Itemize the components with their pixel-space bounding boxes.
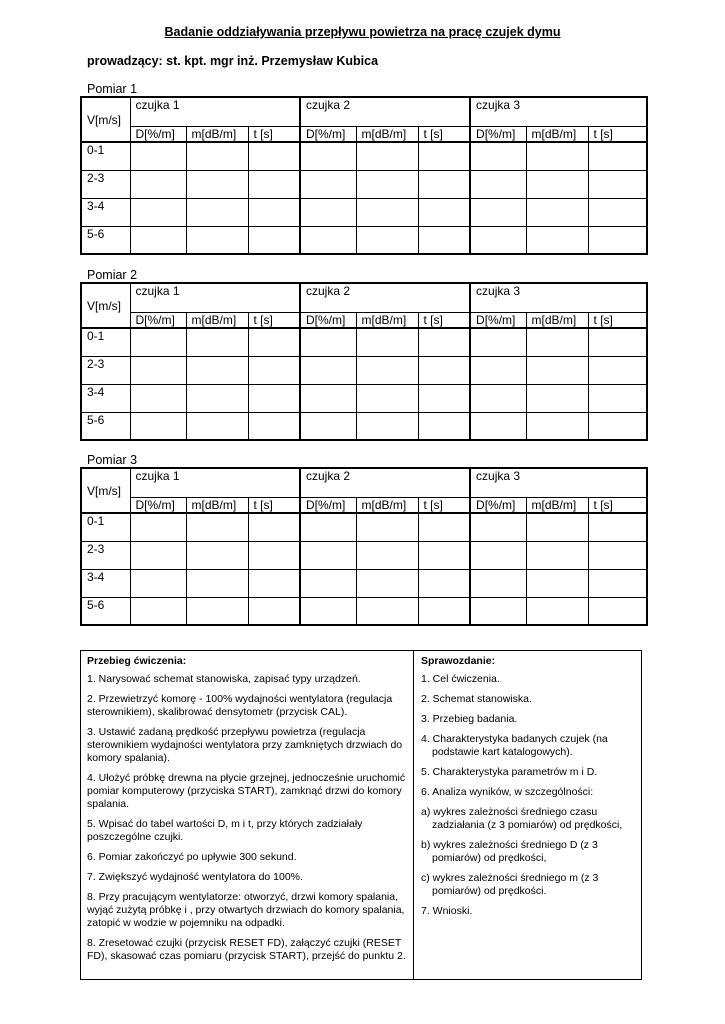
velocity-range: 2-3 <box>81 541 130 569</box>
data-cell[interactable] <box>588 597 647 625</box>
data-cell[interactable] <box>418 412 470 440</box>
data-cell[interactable] <box>588 384 647 412</box>
data-cell[interactable] <box>356 170 418 198</box>
supervisor-line: prowadzący: st. kpt. mgr inż. Przemysław Kubica <box>87 54 379 68</box>
data-cell[interactable] <box>248 384 300 412</box>
data-cell[interactable] <box>356 142 418 170</box>
data-cell[interactable] <box>470 226 526 254</box>
report-item: a) wykres zależności średniego czasu zadziałania (z 3 pomiarów) od prędkości, <box>421 806 623 831</box>
subcolumn-header: t [s] <box>588 312 647 328</box>
measurement-table <box>80 96 648 255</box>
velocity-header: V[m/s] <box>81 468 130 513</box>
report-item: 6. Analiza wyników, w szczególności: <box>421 786 594 798</box>
data-cell[interactable] <box>186 384 248 412</box>
report-item: 3. Przebieg badania. <box>421 713 518 725</box>
sensor-header: czujka 2 <box>300 97 470 126</box>
data-cell[interactable] <box>470 412 526 440</box>
velocity-header: V[m/s] <box>81 283 130 328</box>
data-cell[interactable] <box>418 597 470 625</box>
report-item: b) wykres zależności średniego D (z 3 pomiarów) od prędkości, <box>421 839 598 864</box>
procedure-step: 8. Przy pracującym wentylatorze: otworzyć, drzwi komory spalania, wyjąć zużytą próbkę i , przy otwartych drzwiach do komory spalania, zatopić w wodzie w pojemniku na odpadki. <box>87 891 405 929</box>
data-cell[interactable] <box>418 569 470 597</box>
velocity-range: 5-6 <box>81 226 130 254</box>
table-row <box>81 513 647 541</box>
table-row <box>81 412 647 440</box>
sensor-header: czujka 2 <box>300 283 470 312</box>
data-cell[interactable] <box>186 142 248 170</box>
report-item: 7. Wnioski. <box>421 905 473 917</box>
sensor-header: czujka 3 <box>470 283 647 312</box>
table-row <box>81 569 647 597</box>
data-cell[interactable] <box>186 170 248 198</box>
data-cell[interactable] <box>588 541 647 569</box>
table-row <box>81 541 647 569</box>
subcolumn-header: t [s] <box>418 312 470 328</box>
data-cell[interactable] <box>300 569 356 597</box>
data-cell[interactable] <box>356 513 418 541</box>
data-cell[interactable] <box>526 569 588 597</box>
data-cell[interactable] <box>356 412 418 440</box>
data-cell[interactable] <box>248 541 300 569</box>
subcolumn-header: t [s] <box>418 126 470 142</box>
data-cell[interactable] <box>186 597 248 625</box>
data-cell[interactable] <box>526 356 588 384</box>
report-item: 5. Charakterystyka parametrów m i D. <box>421 766 598 778</box>
subcolumn-header: t [s] <box>418 497 470 513</box>
data-cell[interactable] <box>418 142 470 170</box>
velocity-range: 3-4 <box>81 384 130 412</box>
data-cell[interactable] <box>588 142 647 170</box>
procedure-step: 7. Zwiększyć wydajność wentylatora do 100%. <box>87 871 303 883</box>
subcolumn-header: t [s] <box>588 126 647 142</box>
data-cell[interactable] <box>130 384 186 412</box>
velocity-range: 2-3 <box>81 170 130 198</box>
subcolumn-header: D[%/m] <box>300 497 356 513</box>
data-cell[interactable] <box>248 356 300 384</box>
sensor-header: czujka 2 <box>300 468 470 497</box>
velocity-range: 5-6 <box>81 597 130 625</box>
velocity-range: 5-6 <box>81 412 130 440</box>
data-cell[interactable] <box>588 356 647 384</box>
velocity-header: V[m/s] <box>81 97 130 142</box>
data-cell[interactable] <box>418 198 470 226</box>
velocity-range: 3-4 <box>81 569 130 597</box>
data-cell[interactable] <box>470 356 526 384</box>
data-cell[interactable] <box>418 226 470 254</box>
data-cell[interactable] <box>248 142 300 170</box>
report-item: 4. Charakterystyka badanych czujek (na podstawie kart katalogowych). <box>421 733 608 758</box>
subcolumn-header: t [s] <box>588 497 647 513</box>
data-cell[interactable] <box>588 328 647 356</box>
procedure-step: 3. Ustawić zadaną prędkość przepływu powietrza (regulacja sterownikiem wydajności wentylatora przy zamkniętych drzwiach do komory spalania). <box>87 726 403 764</box>
subcolumn-header: D[%/m] <box>470 497 526 513</box>
data-cell[interactable] <box>130 513 186 541</box>
sensor-header: czujka 3 <box>470 468 647 497</box>
table-row <box>81 170 647 198</box>
data-cell[interactable] <box>300 597 356 625</box>
data-cell[interactable] <box>588 513 647 541</box>
data-cell[interactable] <box>526 412 588 440</box>
subcolumn-header: D[%/m] <box>130 497 186 513</box>
data-cell[interactable] <box>526 142 588 170</box>
data-cell[interactable] <box>356 226 418 254</box>
report-item: 2. Schemat stanowiska. <box>421 693 532 705</box>
subcolumn-header: D[%/m] <box>300 312 356 328</box>
data-cell[interactable] <box>130 142 186 170</box>
procedure-step: 4. Ułożyć próbkę drewna na płycie grzejnej, jednocześnie uruchomić pomiar komputerowy (przyciska START), zamknąć drzwi do komory spalania. <box>87 772 406 810</box>
subcolumn-header: t [s] <box>248 312 300 328</box>
data-cell[interactable] <box>356 328 418 356</box>
data-cell[interactable] <box>300 328 356 356</box>
data-cell[interactable] <box>526 170 588 198</box>
data-cell[interactable] <box>470 541 526 569</box>
table-row <box>81 198 647 226</box>
table-row <box>81 328 647 356</box>
data-cell[interactable] <box>526 384 588 412</box>
data-cell[interactable] <box>186 328 248 356</box>
subcolumn-header: m[dB/m] <box>186 312 248 328</box>
data-cell[interactable] <box>130 569 186 597</box>
subcolumn-header: D[%/m] <box>470 126 526 142</box>
data-cell[interactable] <box>300 198 356 226</box>
data-cell[interactable] <box>130 356 186 384</box>
report-item: 1. Cel ćwiczenia. <box>421 673 500 685</box>
report-item: c) wykres zależności średniego m (z 3 pomiarów) od prędkości. <box>421 872 599 897</box>
data-cell[interactable] <box>418 384 470 412</box>
procedure-step: 8. Zresetować czujki (przycisk RESET FD), załączyć czujki (RESET FD), skasować czas pomiaru (przycisk START), przejść do punktu 2. <box>87 937 406 962</box>
data-cell[interactable] <box>418 541 470 569</box>
data-cell[interactable] <box>526 597 588 625</box>
data-cell[interactable] <box>248 597 300 625</box>
velocity-range: 0-1 <box>81 513 130 541</box>
procedure-column <box>81 651 414 979</box>
data-cell[interactable] <box>130 198 186 226</box>
data-cell[interactable] <box>588 170 647 198</box>
data-cell[interactable] <box>526 226 588 254</box>
velocity-range: 2-3 <box>81 356 130 384</box>
data-cell[interactable] <box>248 412 300 440</box>
data-cell[interactable] <box>356 356 418 384</box>
table-row <box>81 597 647 625</box>
subcolumn-header: D[%/m] <box>470 312 526 328</box>
data-cell[interactable] <box>356 541 418 569</box>
data-cell[interactable] <box>526 198 588 226</box>
data-cell[interactable] <box>248 226 300 254</box>
table-row <box>81 226 647 254</box>
subcolumn-header: D[%/m] <box>130 312 186 328</box>
data-cell[interactable] <box>130 412 186 440</box>
data-cell[interactable] <box>470 198 526 226</box>
data-cell[interactable] <box>356 597 418 625</box>
data-cell[interactable] <box>588 226 647 254</box>
data-cell[interactable] <box>588 412 647 440</box>
procedure-step: 6. Pomiar zakończyć po upływie 300 sekund. <box>87 851 297 863</box>
table-row <box>81 384 647 412</box>
data-cell[interactable] <box>186 569 248 597</box>
data-cell[interactable] <box>300 226 356 254</box>
subcolumn-header: m[dB/m] <box>526 497 588 513</box>
data-cell[interactable] <box>248 513 300 541</box>
data-cell[interactable] <box>186 226 248 254</box>
data-cell[interactable] <box>356 384 418 412</box>
procedure-step: 5. Wpisać do tabel wartości D, m i t, przy których zadziałały poszczególne czujki. <box>87 818 363 843</box>
data-cell[interactable] <box>300 142 356 170</box>
data-cell[interactable] <box>470 597 526 625</box>
data-cell[interactable] <box>470 328 526 356</box>
data-cell[interactable] <box>186 513 248 541</box>
data-cell[interactable] <box>130 226 186 254</box>
report-column <box>415 651 641 979</box>
data-cell[interactable] <box>470 513 526 541</box>
sensor-header: czujka 3 <box>470 97 647 126</box>
data-cell[interactable] <box>418 356 470 384</box>
measurement-table <box>80 282 648 441</box>
data-cell[interactable] <box>130 170 186 198</box>
subcolumn-header: m[dB/m] <box>356 126 418 142</box>
sensor-header: czujka 1 <box>130 97 300 126</box>
data-cell[interactable] <box>300 541 356 569</box>
subcolumn-header: m[dB/m] <box>526 312 588 328</box>
subcolumn-header: m[dB/m] <box>356 312 418 328</box>
data-cell[interactable] <box>186 541 248 569</box>
data-cell[interactable] <box>248 198 300 226</box>
subcolumn-header: m[dB/m] <box>526 126 588 142</box>
data-cell[interactable] <box>470 142 526 170</box>
data-cell[interactable] <box>470 569 526 597</box>
data-cell[interactable] <box>130 541 186 569</box>
subcolumn-header: t [s] <box>248 497 300 513</box>
data-cell[interactable] <box>526 513 588 541</box>
data-cell[interactable] <box>248 328 300 356</box>
data-cell[interactable] <box>356 569 418 597</box>
measurement-table <box>80 467 648 626</box>
velocity-range: 0-1 <box>81 328 130 356</box>
data-cell[interactable] <box>300 170 356 198</box>
data-cell[interactable] <box>130 597 186 625</box>
data-cell[interactable] <box>418 170 470 198</box>
data-cell[interactable] <box>300 513 356 541</box>
subcolumn-header: t [s] <box>248 126 300 142</box>
measurement-label: Pomiar 2 <box>87 268 138 282</box>
data-cell[interactable] <box>300 356 356 384</box>
data-cell[interactable] <box>186 356 248 384</box>
subcolumn-header: D[%/m] <box>130 126 186 142</box>
data-cell[interactable] <box>300 412 356 440</box>
data-cell[interactable] <box>356 198 418 226</box>
sensor-header: czujka 1 <box>130 283 300 312</box>
subcolumn-header: D[%/m] <box>300 126 356 142</box>
data-cell[interactable] <box>526 541 588 569</box>
data-cell[interactable] <box>248 569 300 597</box>
report-heading: Sprawozdanie: <box>421 655 496 667</box>
data-cell[interactable] <box>300 384 356 412</box>
subcolumn-header: m[dB/m] <box>186 497 248 513</box>
data-cell[interactable] <box>186 412 248 440</box>
data-cell[interactable] <box>470 170 526 198</box>
data-cell[interactable] <box>526 328 588 356</box>
subcolumn-header: m[dB/m] <box>356 497 418 513</box>
table-row <box>81 142 647 170</box>
sensor-header: czujka 1 <box>130 468 300 497</box>
subcolumn-header: m[dB/m] <box>186 126 248 142</box>
data-cell[interactable] <box>470 384 526 412</box>
document-title: Badanie oddziaływania przepływu powietrza na pracę czujek dymu <box>164 25 561 39</box>
velocity-range: 0-1 <box>81 142 130 170</box>
procedure-step: 2. Przewietrzyć komorę - 100% wydajności wentylatora (regulacja sterownikiem), skalibrować densytometr (przycisk CAL). <box>87 693 393 718</box>
data-cell[interactable] <box>588 198 647 226</box>
measurement-label: Pomiar 3 <box>87 453 138 467</box>
data-cell[interactable] <box>248 170 300 198</box>
instructions-box <box>80 650 642 980</box>
table-row <box>81 356 647 384</box>
measurement-label: Pomiar 1 <box>87 82 138 96</box>
velocity-range: 3-4 <box>81 198 130 226</box>
data-cell[interactable] <box>186 198 248 226</box>
data-cell[interactable] <box>588 569 647 597</box>
procedure-step: 1. Narysować schemat stanowiska, zapisać typy urządzeń. <box>87 673 361 685</box>
procedure-heading: Przebieg ćwiczenia: <box>87 655 187 667</box>
data-cell[interactable] <box>418 328 470 356</box>
data-cell[interactable] <box>418 513 470 541</box>
data-cell[interactable] <box>130 328 186 356</box>
